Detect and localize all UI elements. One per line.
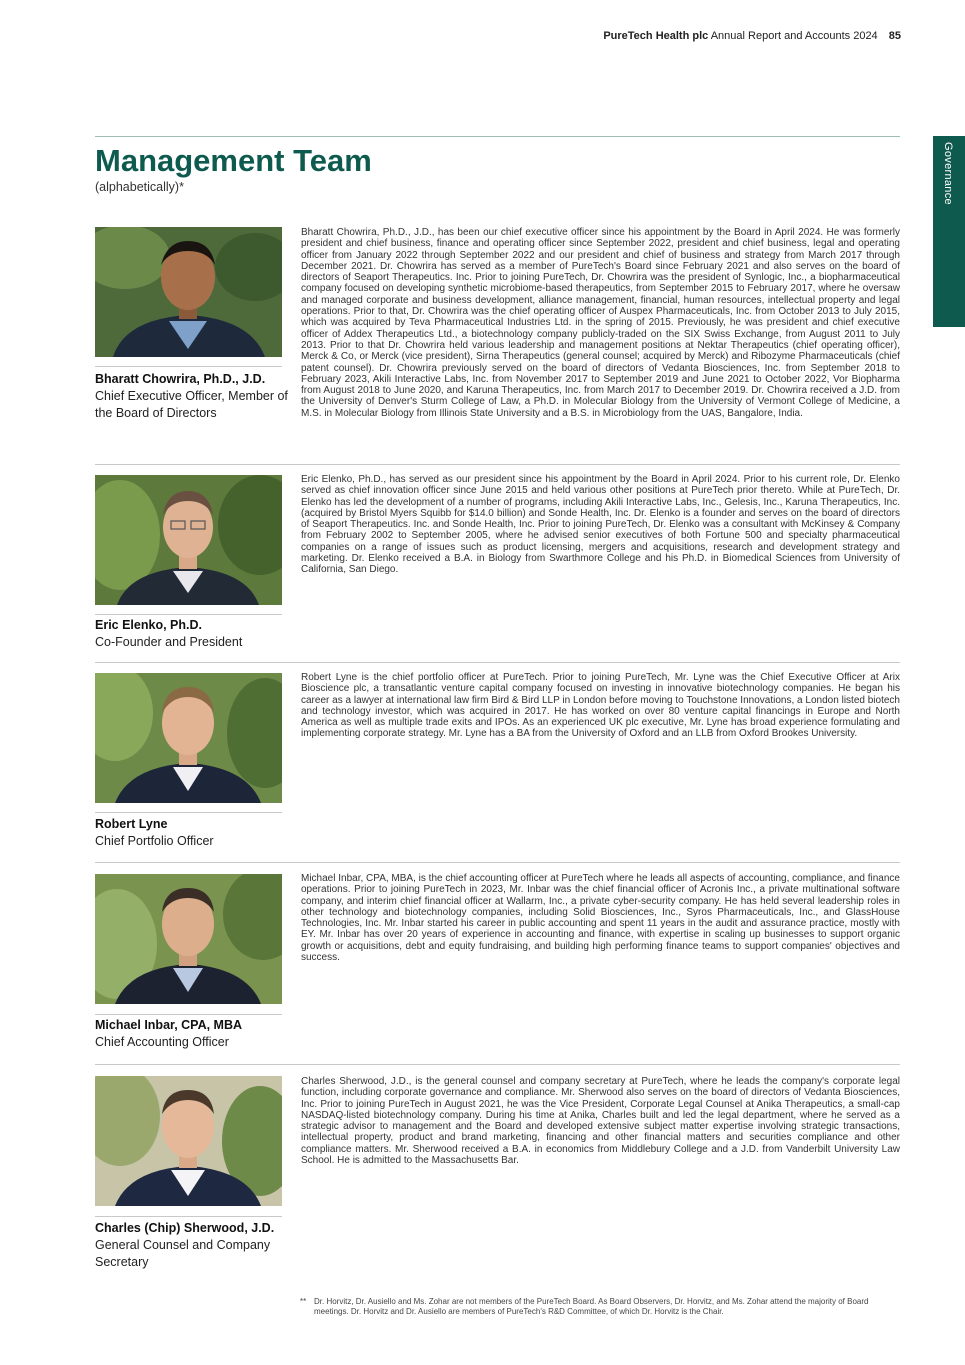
name-rule (95, 812, 282, 813)
section-divider (95, 1064, 900, 1065)
member-bio: Bharatt Chowrira, Ph.D., J.D., has been our chief executive officer since his appointment by the Board in April 2024. He was formerly president and chief business, finance and operating officer since September 2022, president and chief business, legal and operating officer from January 2022 through September 2022 and our president and chief of business and strategy from March 2017 through December 2021. Dr. Chowrira has served as a member of PureTech's Board since February 2021 and also serves on the board of directors of Seaport Therapeutics. Inc. Prior to joining PureTech, Dr. Chowrira was the president of Synlogic, Inc., a biopharmaceutical company focused on developing synthetic microbiome-based therapeutics, from September 2015 to February 2017, where he oversaw and managed corporate and business development, alliance management, financial, human resources, intellectual property and legal operations. Prior to that, Dr. Chowrira was the chief operating officer of Auspex Pharmaceuticals, Inc. from October 2013 to July 2015, which was acquired by Teva Pharmaceutical Industries Ltd. in the spring of 2015. Previously, he was president and chief executive officer of Addex Therapeutics Ltd., a biotechnology company publicly-traded on the SIX Swiss Exchange, from August 2011 to July 2013. Prior to that Dr. Chowrira held various leadership and management positions at Nektar Therapeutics (chief operating officer), Merck & Co, or Merck (vice president), Sirna Therapeutics (general counsel; acquired by Merck) and Ribozyme Pharmaceuticals (chief patent counsel). Dr. Chowrira previously served on the board of directors of Vedanta Biosciences, Inc. from September 2018 to February 2023, Akili Interactive Labs, Inc. from November 2017 to September 2019 and June 2021 to October 2022, Vor Biopharma from August 2018 to June 2020, and Karuna Therapeutics, Inc. from March 2017 to December 2019. Dr. Chowrira received a J.D. from the University of Denver's Sturm College of Law, a Ph.D. in Molecular Biology from the University of Vermont College of Medicine, a M.S. in Molecular Biology from Illinois State University and a B.S. in Microbiology from the UAS, Bangalore, India. (301, 227, 900, 419)
member-name: Bharatt Chowrira, Ph.D., J.D. (95, 372, 266, 386)
member-role: General Counsel and Company Secretary (95, 1238, 271, 1269)
portrait-photo (95, 874, 282, 1004)
name-rule (95, 1216, 282, 1217)
member-role: Chief Accounting Officer (95, 1035, 229, 1049)
section-divider (95, 862, 900, 863)
portrait-photo (95, 475, 282, 605)
member-name: Eric Elenko, Ph.D. (95, 618, 202, 632)
governance-tab-label: Governance (942, 142, 954, 205)
member-name: Michael Inbar, CPA, MBA (95, 1018, 243, 1032)
top-rule (95, 136, 900, 137)
section-divider (95, 662, 900, 663)
member-role: Chief Portfolio Officer (95, 834, 214, 848)
member-bio: Eric Elenko, Ph.D., has served as our president since his appointment by the Board in April 2024. Prior to his current role, Dr. Elenko served as chief innovation officer since June 2015 and held various other positions at PureTech prior thereto. While at PureTech, Dr. Elenko has led the development of a number of programs, including Akili Interactive Labs, Inc., Gelesis, Inc., Karuna Therapeutics, Inc. (acquired by Bristol Myers Squibb for $14.0 billion) and Sonde Health, Inc. Dr. Elenko is a founder and serves on the board of directors of Seaport Therapeutics. Inc. and Sonde Health, Inc. Prior to joining PureTech, Dr. Elenko was a consultant with McKinsey & Company from February 2002 to September 2005, where he advised senior executives of both Fortune 500 and specialty pharmaceutical companies on a range of issues such as product licensing, mergers and acquisitions, research and development strategy and marketing. Dr. Elenko received a B.A. in Biology from Swarthmore College and his Ph.D. in Biomedical Sciences from University of California, San Diego. (301, 474, 900, 576)
member-bio: Robert Lyne is the chief portfolio officer at PureTech. Prior to joining PureTech, Mr. Lyne was the Chief Executive Officer at Arix Bioscience plc, a transatlantic venture capital company focused on investing in innovative biotechnology companies. He began his career as a lawyer at international law firm Bird & Bird LLP in London before moving to Touchstone Innovations, a London listed biotech and technology investor, which was acquired in 2017. He has worked on over 80 venture capital financings in Europe and North America as well as multiple trade exits and IPOs. As an experienced UK plc executive, Mr. Lyne has broad experience formulating and implementing corporate strategy. Mr. Lyne has a BA from the University of Oxford and an LLB from Oxford Brookes University. (301, 672, 900, 740)
portrait-photo (95, 673, 282, 803)
page-number: 85 (888, 30, 901, 42)
governance-side-tab[interactable] (933, 136, 965, 327)
footnote-marker: ** (300, 1297, 307, 1306)
member-bio: Charles Sherwood, J.D., is the general counsel and company secretary at PureTech, where he leads the company's corporate legal function, including corporate governance and compliance. Mr. Sherwood also serves on the board of directors of Vedanta Biosciences, Inc. Prior to joining PureTech in August 2021, he was the Vice President, Corporate Legal Counsel at Anika Therapeutics, a small-cap NASDAQ-listed biotechnology company. During his time at Anika, Charles built and led the legal department, where he served as a strategic advisor to management and the Board and developed extensive subject matter expertise involving strategic transactions, intellectual property, product and brand marketing, financing and other financial matters and securities compliance and other compliance matters. Mr. Sherwood received a B.A. in economics from Middlebury College and a J.D. from Vanderbilt University Law School. He is admitted to the Massachusetts Bar. (301, 1076, 900, 1167)
member-name: Robert Lyne (95, 817, 168, 831)
member-name: Charles (Chip) Sherwood, J.D. (95, 1221, 275, 1235)
footnote (300, 1297, 900, 1316)
page-header (603, 30, 901, 42)
portrait-photo (95, 227, 282, 357)
page-title: Management Team (95, 143, 372, 178)
name-rule (95, 366, 282, 367)
report-title: Annual Report and Accounts 2024 (710, 30, 878, 42)
portrait-photo (95, 1076, 282, 1206)
company-name: PureTech Health plc (603, 30, 709, 42)
name-rule (95, 1014, 282, 1015)
member-bio: Michael Inbar, CPA, MBA, is the chief accounting officer at PureTech where he leads all aspects of accounting, compliance, and finance operations. Prior to joining PureTech in 2023, Mr. Inbar was the chief financial officer of Acronis Inc., a private multinational software company, and interim chief financial officer at Wallarm, Inc., a private cyber-security company. He has held several leadership roles in other technology and biotechnology companies, including Solid Biosciences, Inc., Syros Pharmaceuticals, Inc., and GlassHouse Technologies, Inc. Mr. Inbar started his career in public accounting and spent 11 years in the audit and assurance practice, mostly with EY. Mr. Inbar has over 20 years of experience in accounting and finance, with expertise in scaling up businesses to support organic growth or acquisitions, debt and equity fundraising, and building high performing finance teams to support companies' objectives and success. (301, 873, 900, 964)
name-rule (95, 614, 282, 615)
section-divider (95, 464, 900, 465)
footnote-text: Dr. Horvitz, Dr. Ausiello and Ms. Zohar are not members of the PureTech Board. As Board Observers, Dr. Horvitz, and Ms. Zohar attend the majority of Board meetings. Dr. Horvitz and Dr. Ausiello are members of PureTech's R&D Committee, of which Dr. Horvitz is the Chair. (314, 1297, 869, 1316)
member-role: Chief Executive Officer, Member of the Board of Directors (95, 389, 288, 420)
page-subtitle: (alphabetically)* (95, 180, 184, 194)
member-role: Co-Founder and President (95, 635, 243, 649)
